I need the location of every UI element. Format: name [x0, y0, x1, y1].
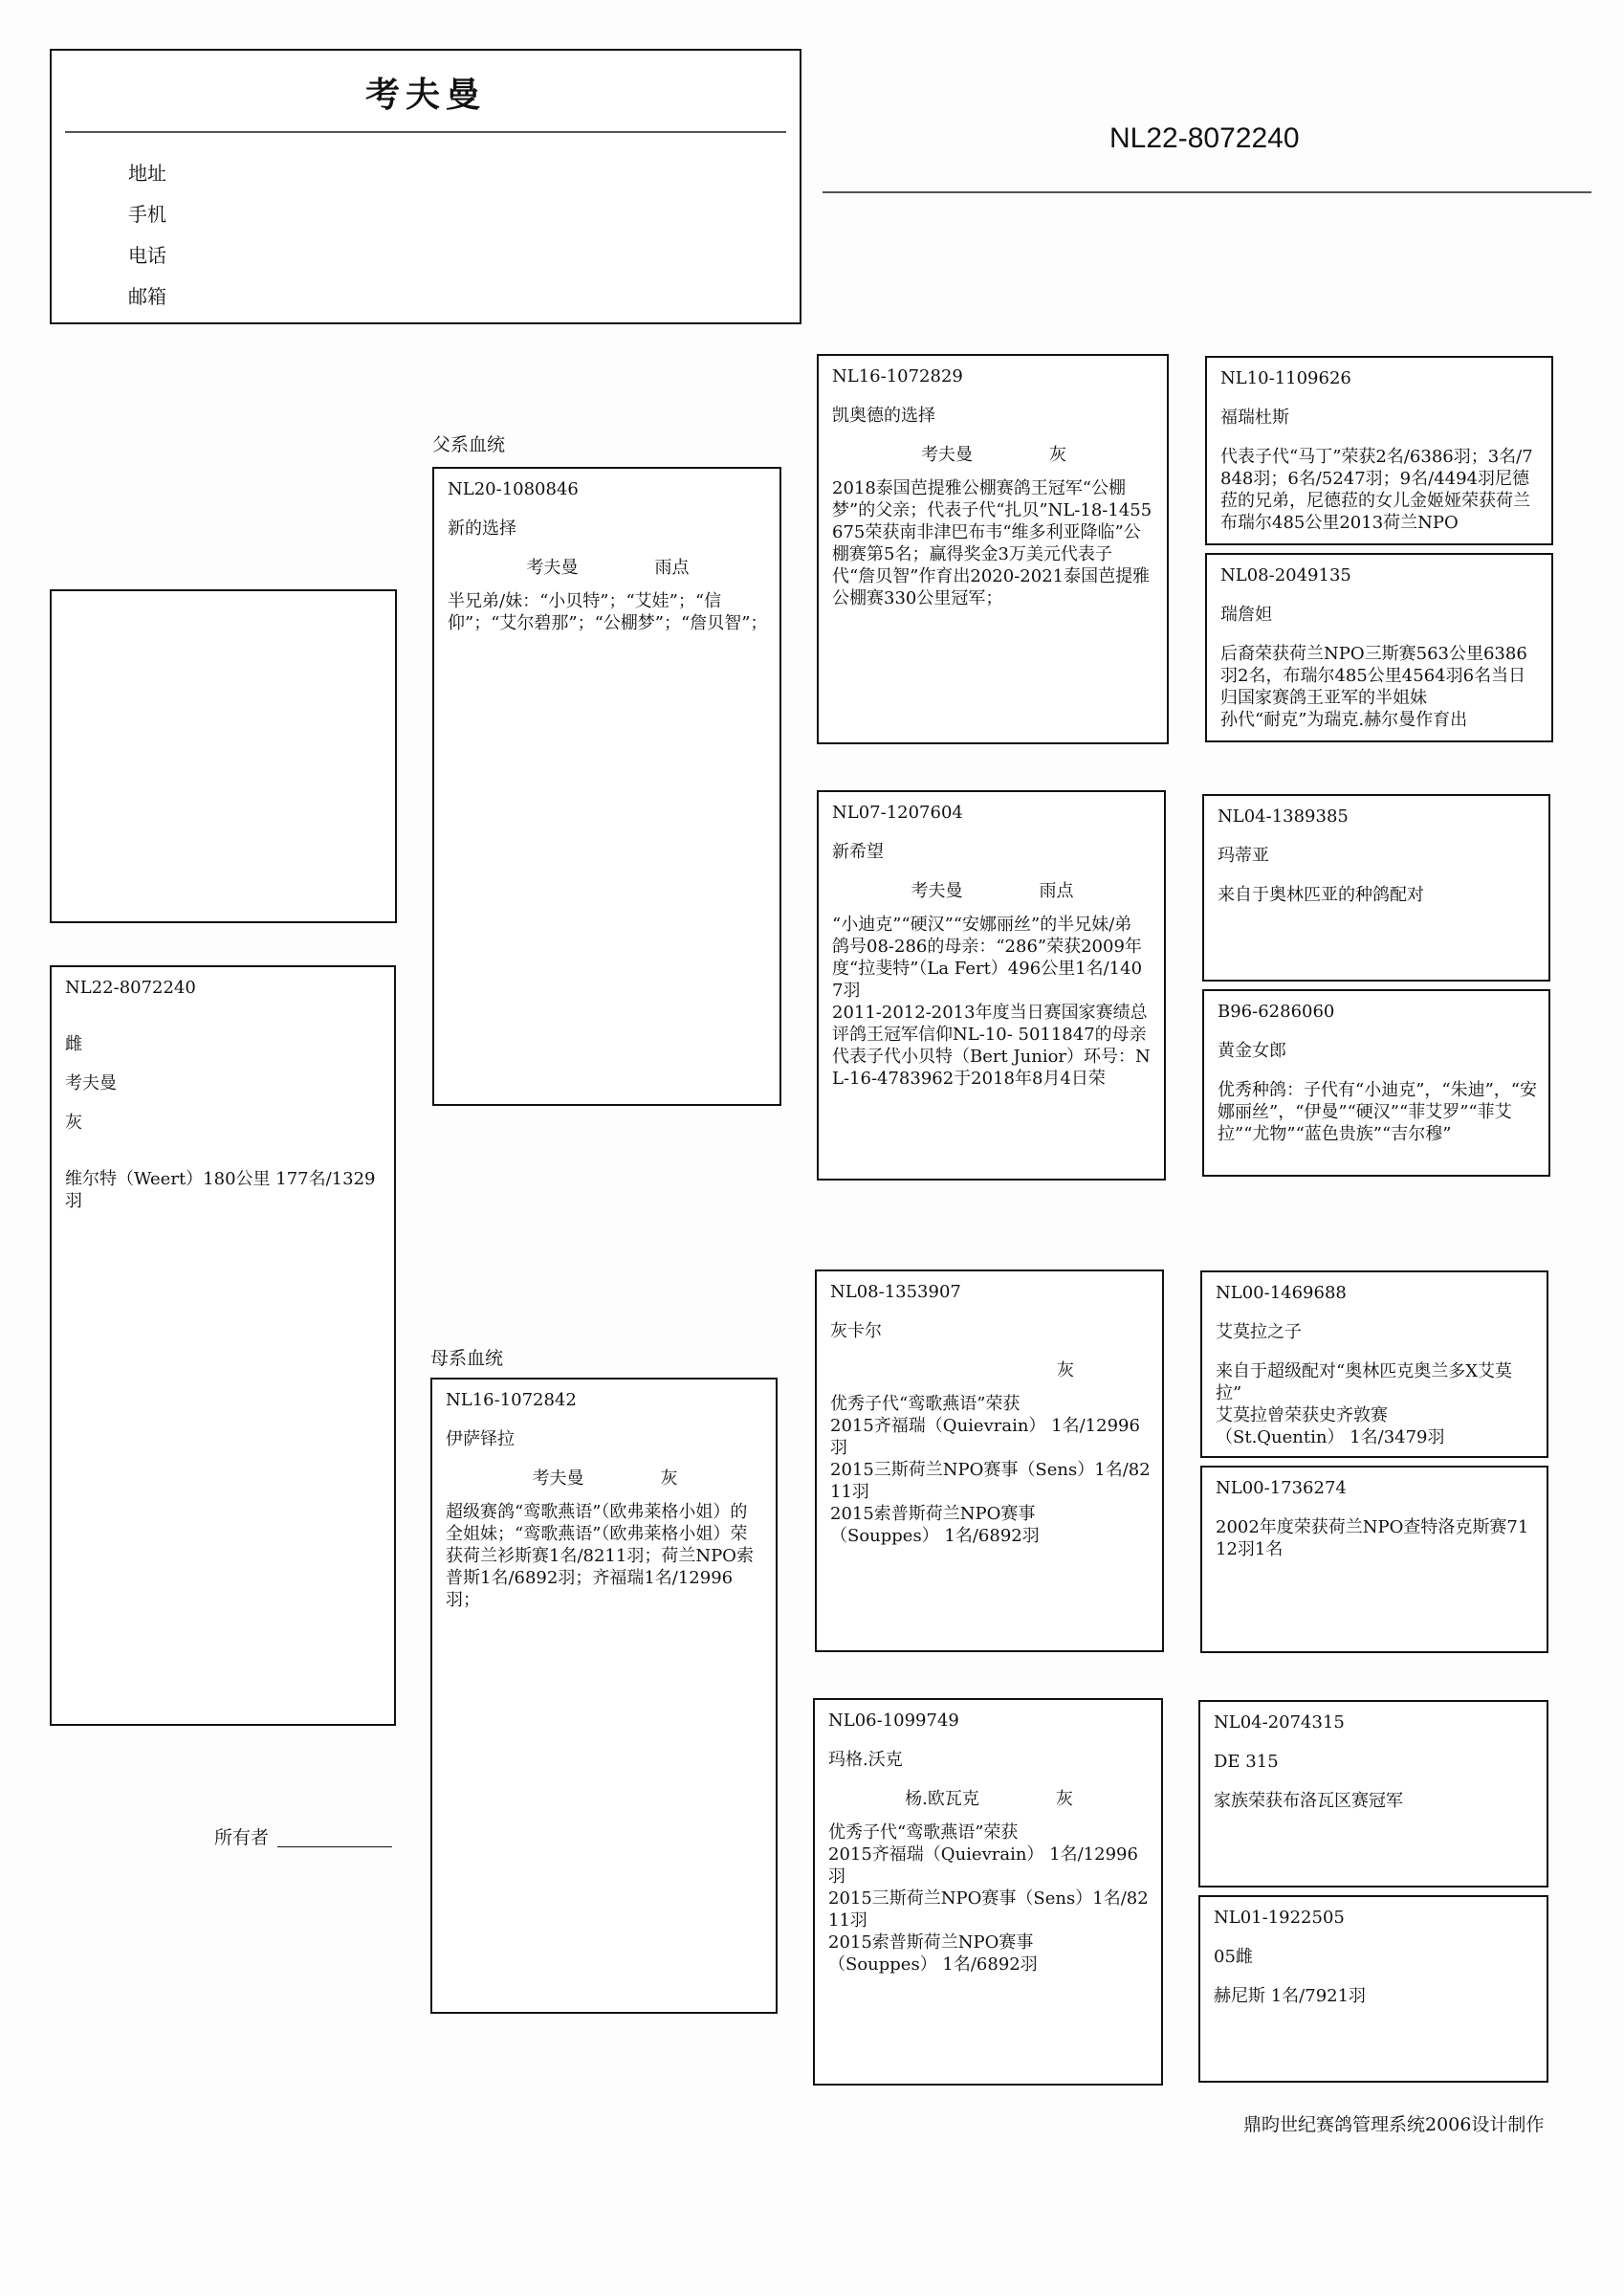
- photo-box: [50, 589, 397, 923]
- phone-label: 电话: [128, 244, 166, 267]
- address-label: 地址: [128, 162, 166, 185]
- sdd-card: [1202, 989, 1550, 1177]
- ssd-notes: 后裔荣获荷兰NPO三斯赛563公里6386羽2名，布瑞尔485公里4564羽6名当日归国家赛鸽王亚军的半姐妹 孙代“耐克”为瑞克.赫尔曼作育出: [1220, 644, 1527, 730]
- ssd-ring: NL08-2049135: [1220, 565, 1351, 585]
- ddd-card: [1198, 1895, 1548, 2083]
- sire-sire-card: [817, 354, 1169, 744]
- ssd-card: [1205, 553, 1553, 742]
- header-divider: [65, 131, 786, 133]
- ddd-notes: 赫尼斯 1名/7921羽: [1214, 1986, 1367, 2006]
- sire-color: 雨点: [654, 558, 690, 578]
- dam-section-label: 母系血统: [430, 1348, 504, 1369]
- sire-dam-notes: “小迪克”“硬汉”“安娜丽丝”的半兄妹/弟 鸽号08-286的母亲：“286”荣获2009年度“拉斐特”（La Fert）496公里1名/1407羽 2011-2012-2013年度当日赛国家赛绩总评鸽王冠军信仰NL-10- 5011847的母亲 代表子代小贝特（Bert Junior）环号：NL-16-4783962于2018年8月4日荣: [832, 915, 1151, 1089]
- dds-card: [1198, 1700, 1548, 1888]
- dsd-ring: NL00-1736274: [1216, 1478, 1347, 1498]
- breeder-title: 考夫曼: [364, 75, 486, 115]
- dds-ring: NL04-2074315: [1214, 1712, 1345, 1733]
- sire-dam-breeder: 考夫曼: [911, 881, 963, 901]
- dam-name: 伊萨铎拉: [446, 1429, 515, 1449]
- pigeon-card: [50, 965, 396, 1726]
- dam-sire-color: 灰: [1057, 1360, 1074, 1380]
- dds-notes: 家族荣获布洛瓦区赛冠军: [1214, 1791, 1403, 1811]
- dsd-card: [1200, 1466, 1548, 1653]
- sire-sire-ring: NL16-1072829: [832, 366, 963, 386]
- dam-notes: 超级赛鸽“鸾歌燕语”（欧弗莱格小姐）的全姐妹；“鸾歌燕语”（欧弗莱格小姐）荣获荷兰衫斯赛1名/8211羽；荷兰NPO索普斯1名/6892羽；齐福瑞1名/12996羽；: [446, 1502, 754, 1610]
- sire-section-label: 父系血统: [432, 434, 506, 455]
- ddd-ring: NL01-1922505: [1214, 1908, 1345, 1928]
- sire-sire-breeder: 考夫曼: [921, 445, 973, 465]
- owner-header-box: [50, 49, 801, 324]
- dam-dam-color: 灰: [1055, 1789, 1073, 1809]
- dam-dam-notes: 优秀子代“鸾歌燕语”荣获 2015齐福瑞（Quievrain） 1名/12996羽 2015三斯荷兰NPO赛事（Sens）1名/8211羽 2015索普斯荷兰NPO赛事 （Souppes） 1名/6892羽: [828, 1822, 1149, 1975]
- sdd-name: 黄金女郎: [1218, 1041, 1286, 1061]
- sdd-ring: B96-6286060: [1218, 1002, 1335, 1022]
- dam-sire-card: [815, 1269, 1164, 1652]
- sds-notes: 来自于奥林匹亚的种鸽配对: [1218, 885, 1424, 905]
- dam-card: [430, 1378, 778, 2014]
- pigeon-breeder: 考夫曼: [65, 1073, 117, 1093]
- owner-label: 所有者: [214, 1827, 270, 1848]
- sire-notes: 半兄弟/妹：“小贝特”；“艾娃”；“信仰”；“艾尔碧那”；“公棚梦”；“詹贝智”；: [448, 591, 768, 633]
- pigeon-notes: 维尔特（Weert）180公里 177名/1329羽: [65, 1169, 376, 1211]
- sire-breeder: 考夫曼: [526, 558, 579, 578]
- sire-sire-color: 灰: [1049, 445, 1066, 465]
- dss-ring: NL00-1469688: [1216, 1283, 1347, 1303]
- footer-credit: 鼎昀世纪赛鸽管理系统2006设计制作: [1243, 2114, 1545, 2135]
- sss-ring: NL10-1109626: [1220, 368, 1351, 388]
- sire-card: [432, 467, 781, 1106]
- ddd-name: 05雌: [1214, 1947, 1253, 1967]
- dam-sire-name: 灰卡尔: [830, 1321, 882, 1341]
- dds-name: DE 315: [1214, 1752, 1279, 1772]
- sire-dam-color: 雨点: [1039, 881, 1074, 901]
- pigeon-sex: 雌: [65, 1034, 82, 1054]
- dam-breeder: 考夫曼: [532, 1468, 584, 1489]
- dam-dam-name: 玛格.沃克: [828, 1750, 903, 1770]
- dam-sire-ring: NL08-1353907: [830, 1282, 961, 1302]
- pigeon-color: 灰: [65, 1113, 82, 1133]
- dss-card: [1200, 1270, 1548, 1458]
- dss-name: 艾莫拉之子: [1216, 1322, 1302, 1342]
- sdd-notes: 优秀种鸽：子代有“小迪克”，“朱迪”，“安娜丽丝”，“伊曼”“硬汉”“菲艾罗”“菲艾拉”“尤物”“蓝色贵族”“吉尔穆”: [1218, 1080, 1538, 1144]
- dam-dam-card: [813, 1698, 1163, 2086]
- ssd-name: 瑞詹妲: [1220, 605, 1272, 625]
- sire-dam-ring: NL07-1207604: [832, 803, 963, 823]
- sire-dam-card: [817, 790, 1166, 1181]
- sds-ring: NL04-1389385: [1218, 806, 1349, 827]
- sire-ring: NL20-1080846: [448, 479, 579, 499]
- title-divider: [823, 191, 1591, 193]
- mobile-label: 手机: [128, 203, 166, 226]
- dam-dam-breeder: 杨.欧瓦克: [905, 1789, 979, 1809]
- dsd-notes: 2002年度荣获荷兰NPO查特洛克斯赛7112羽1名: [1216, 1517, 1529, 1559]
- sds-card: [1202, 794, 1550, 982]
- dam-color: 灰: [660, 1468, 678, 1489]
- owner-signature-line: [277, 1846, 392, 1847]
- sss-card: [1205, 356, 1553, 545]
- dam-dam-ring: NL06-1099749: [828, 1711, 959, 1731]
- email-label: 邮箱: [128, 285, 166, 308]
- dss-notes: 来自于超级配对“奥林匹克奥兰多X艾莫拉” 艾莫拉曾荣获史齐敦赛 （St.Quentin） 1名/3479羽: [1216, 1361, 1513, 1447]
- sire-dam-name: 新希望: [832, 842, 884, 862]
- dam-sire-notes: 优秀子代“鸾歌燕语”荣获 2015齐福瑞（Quievrain） 1名/12996羽 2015三斯荷兰NPO赛事（Sens）1名/8211羽 2015索普斯荷兰NPO赛事 （Souppes） 1名/6892羽: [830, 1394, 1151, 1546]
- pigeon-ring: NL22-8072240: [65, 978, 196, 998]
- sds-name: 玛蒂亚: [1218, 846, 1269, 866]
- sss-notes: 代表子代“马丁”荣获2名/6386羽；3名/7848羽；6名/5247羽；9名/4494羽尼德菈的兄弟，尼德菈的女儿金姬娅荣获荷兰布瑞尔485公里2013荷兰NPO: [1220, 447, 1533, 533]
- sire-sire-notes: 2018泰国芭提雅公棚赛鸽王冠军“公棚梦”的父亲；代表子代“扎贝”NL-18-1455675荣获南非津巴布韦“维多利亚降临”公棚赛第5名；赢得奖金3万美元代表子代“詹贝智”作育出2020-2021泰国芭提雅公棚赛330公里冠军；: [832, 478, 1152, 608]
- sire-sire-name: 凯奥德的选择: [832, 406, 935, 426]
- sire-name: 新的选择: [448, 519, 516, 539]
- dam-ring: NL16-1072842: [446, 1390, 577, 1410]
- pigeon-ring-title: NL22-8072240: [1109, 122, 1300, 154]
- sss-name: 福瑞杜斯: [1220, 408, 1289, 428]
